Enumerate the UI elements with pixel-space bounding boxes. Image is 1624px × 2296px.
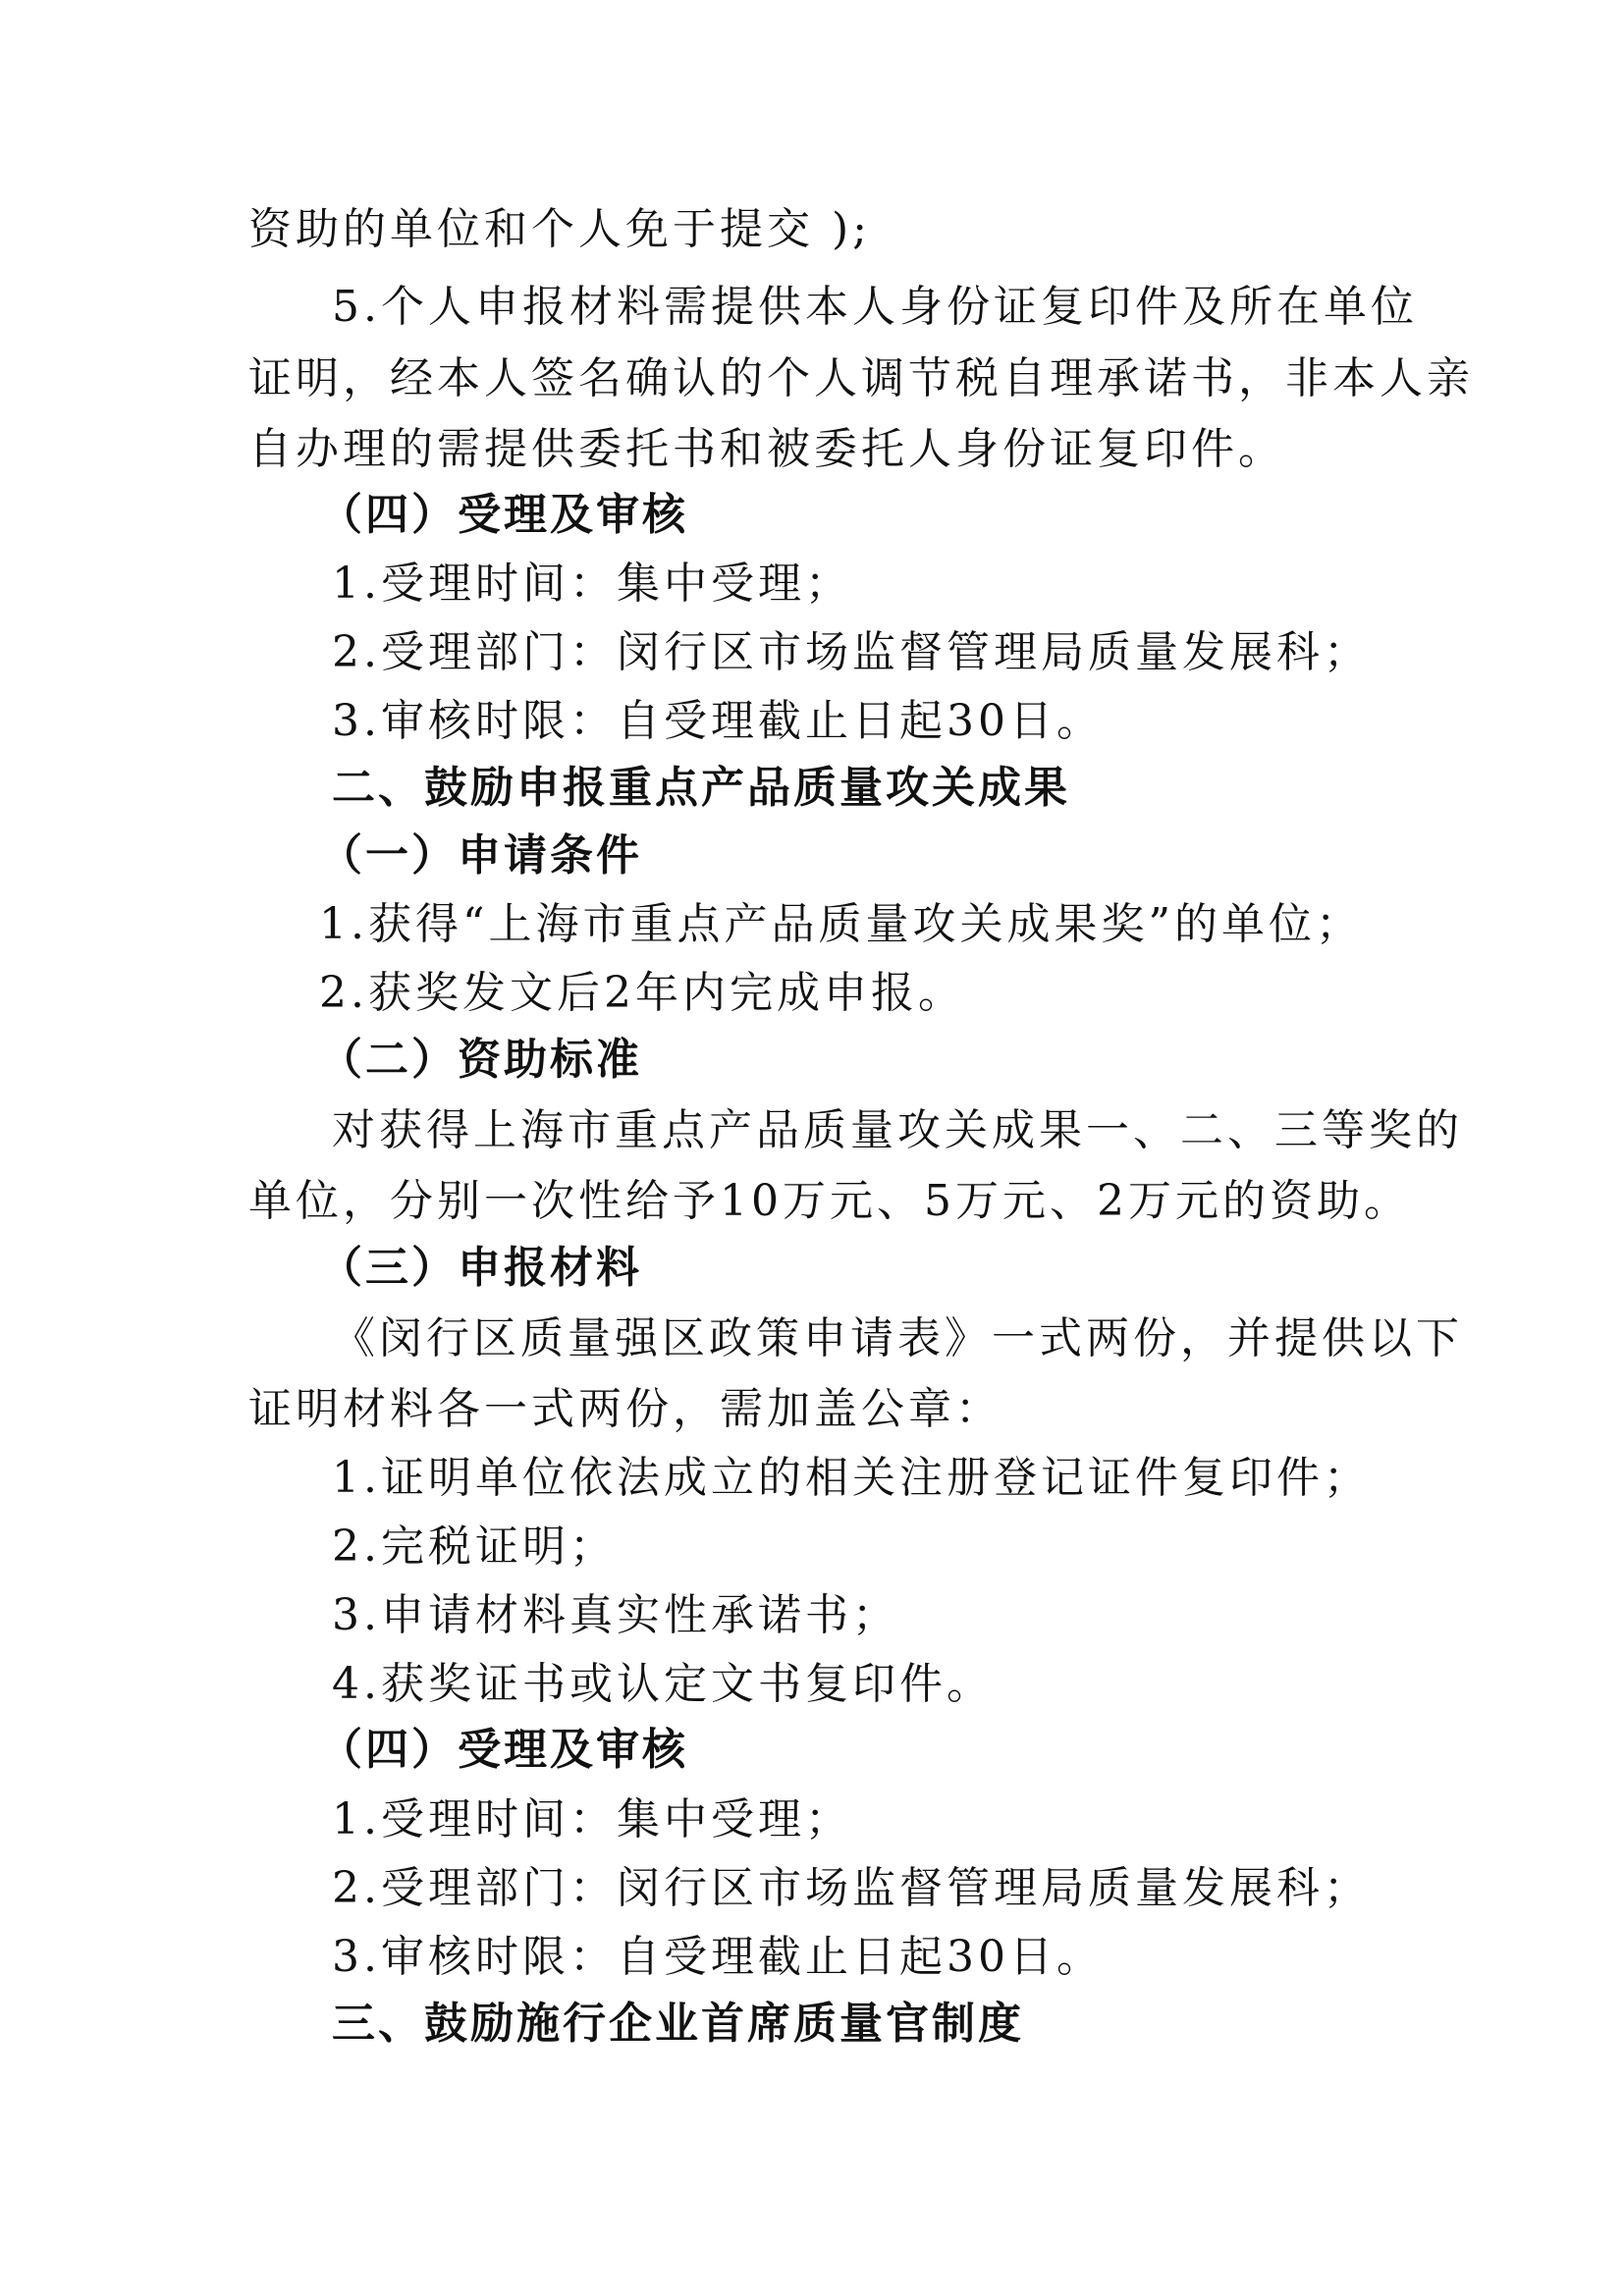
text-line: 1.受理时间：集中受理； bbox=[332, 1794, 852, 1844]
text-line: 资助的单位和个人免于提交 ); bbox=[248, 204, 871, 254]
text-line: 《闵行区质量强区政策申请表》一式两份，并提供以下 bbox=[332, 1313, 1463, 1363]
subsection-heading: （二）资助标准 bbox=[319, 1035, 642, 1085]
text-line: 自办理的需提供委托书和被委托人身份证复印件。 bbox=[248, 424, 1285, 474]
subsection-heading: （四）受理及审核 bbox=[319, 490, 688, 540]
text-line: 1.受理时间：集中受理； bbox=[332, 559, 852, 609]
text-line: 单位，分别一次性给予10万元、5万元、2万元的资助。 bbox=[248, 1176, 1411, 1226]
subsection-heading: （四）受理及审核 bbox=[319, 1725, 688, 1775]
text-line: 1.获得“上海市重点产品质量攻关成果奖”的单位； bbox=[319, 899, 1363, 949]
text-line: 4.获奖证书或认定文书复印件。 bbox=[332, 1659, 994, 1709]
text-line: 3.申请材料真实性承诺书； bbox=[332, 1590, 899, 1640]
text-line: 5.个人申报材料需提供本人身份证复印件及所在单位 bbox=[332, 282, 1418, 332]
section-heading: 二、鼓励申报重点产品质量攻关成果 bbox=[332, 763, 1070, 813]
text-line: 2.受理部门：闵行区市场监督管理局质量发展科； bbox=[332, 627, 1371, 677]
text-line: 证明材料各一式两份，需加盖公章： bbox=[248, 1384, 1002, 1434]
text-line: 1.证明单位依法成立的相关注册登记证件复印件； bbox=[332, 1453, 1371, 1503]
text-line: 2.获奖发文后2年内完成申报。 bbox=[319, 968, 965, 1018]
subsection-heading: （一）申请条件 bbox=[319, 830, 642, 881]
text-line: 3.审核时限：自受理截止日起30日。 bbox=[332, 1932, 1104, 1982]
section-heading: 三、鼓励施行企业首席质量官制度 bbox=[332, 1999, 1024, 2049]
subsection-heading: （三）申报材料 bbox=[319, 1243, 642, 1293]
text-line: 2.完税证明； bbox=[332, 1522, 617, 1572]
text-line: 2.受理部门：闵行区市场监督管理局质量发展科； bbox=[332, 1863, 1371, 1913]
text-line: 3.审核时限：自受理截止日起30日。 bbox=[332, 696, 1104, 746]
text-line: 证明，经本人签名确认的个人调节税自理承诺书，非本人亲 bbox=[248, 353, 1474, 403]
text-line: 对获得上海市重点产品质量攻关成果一、二、三等奖的 bbox=[332, 1105, 1463, 1155]
